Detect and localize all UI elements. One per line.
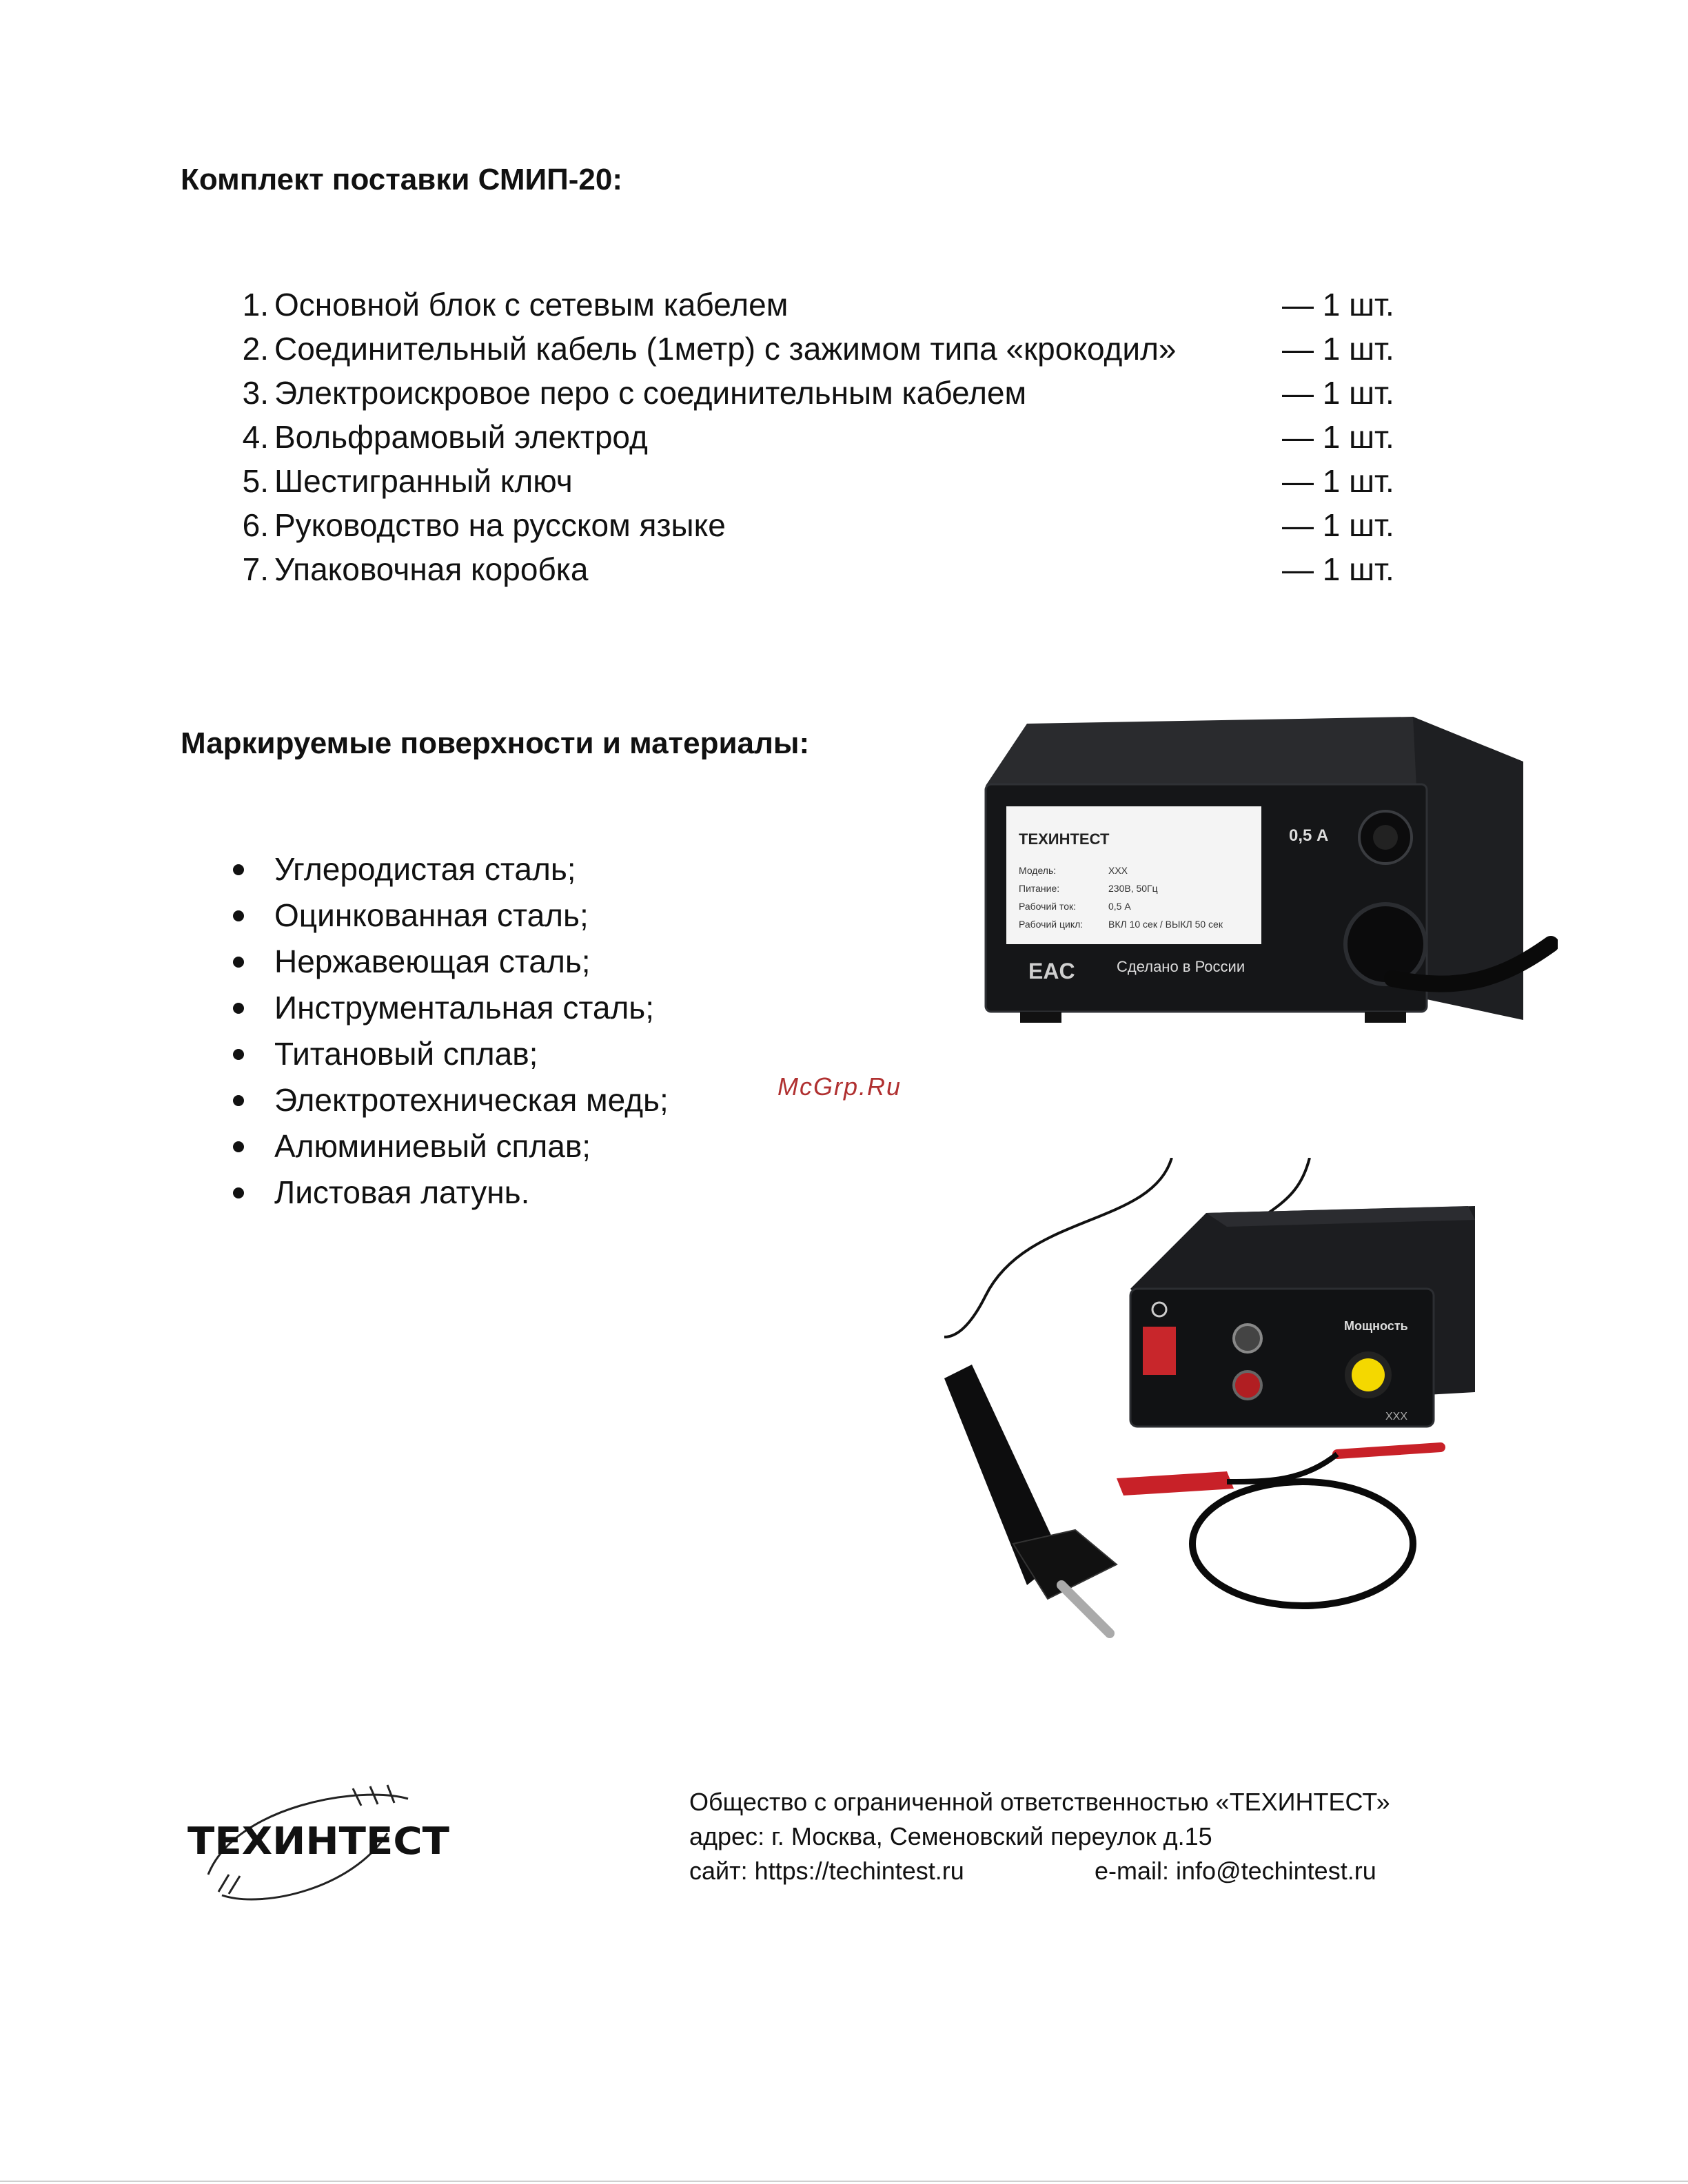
material-text: Электротехническая медь; bbox=[274, 1082, 669, 1118]
device-front-photo bbox=[979, 703, 1558, 1048]
bullet-icon bbox=[233, 957, 244, 968]
red-socket-icon bbox=[1234, 1371, 1261, 1399]
watermark: McGrp.Ru bbox=[777, 1072, 902, 1101]
power-knob-icon bbox=[1352, 1358, 1385, 1391]
spec-value: XXX bbox=[1108, 865, 1128, 876]
material-text: Алюминиевый сплав; bbox=[274, 1128, 591, 1164]
kit-list bbox=[227, 283, 1413, 591]
item-quantity: — 1 шт. bbox=[1282, 375, 1394, 411]
material-text: Листовая латунь. bbox=[274, 1174, 530, 1210]
item-text: Соединительный кабель (1метр) с зажимом типа «крокодил» bbox=[274, 331, 1177, 367]
black-socket-icon bbox=[1234, 1325, 1261, 1352]
bullet-icon bbox=[233, 910, 244, 921]
crocodile-clip-icon bbox=[1117, 1471, 1234, 1496]
kit-model-label: XXX bbox=[1385, 1411, 1408, 1422]
item-number: 1. bbox=[242, 287, 269, 323]
item-text: Шестигранный ключ bbox=[274, 463, 573, 499]
company-site[interactable]: сайт: https://techintest.ru bbox=[689, 1857, 964, 1885]
spec-value: ВКЛ 10 сек / ВЫКЛ 50 сек bbox=[1108, 919, 1223, 930]
company-name: Общество с ограниченной ответственностью «ТЕХИНТЕСТ» bbox=[689, 1788, 1390, 1816]
item-quantity: — 1 шт. bbox=[1282, 463, 1394, 499]
list-item bbox=[227, 371, 1413, 415]
materials-title: Маркируемые поверхности и материалы: bbox=[181, 726, 810, 760]
device-brand: ТЕХИНТЕСТ bbox=[1019, 830, 1110, 848]
material-text: Нержавеющая сталь; bbox=[274, 943, 591, 979]
item-quantity: — 1 шт. bbox=[1282, 551, 1394, 587]
bullet-icon bbox=[233, 1141, 244, 1152]
item-number: 3. bbox=[242, 375, 269, 411]
item-quantity: — 1 шт. bbox=[1282, 331, 1394, 367]
list-item bbox=[227, 327, 1413, 371]
spec-label: Рабочий ток: bbox=[1019, 901, 1077, 912]
material-text: Оцинкованная сталь; bbox=[274, 897, 589, 933]
list-item bbox=[227, 503, 1413, 547]
item-quantity: — 1 шт. bbox=[1282, 507, 1394, 543]
electrode-tip-icon bbox=[1061, 1585, 1110, 1633]
item-text: Электроискровое перо с соединительным кабелем bbox=[274, 375, 1027, 411]
power-switch-icon bbox=[1143, 1327, 1176, 1375]
item-number: 5. bbox=[242, 463, 269, 499]
company-contacts bbox=[689, 1854, 1390, 1888]
fuse-label: 0,5 А bbox=[1289, 826, 1329, 845]
logo-text: ТЕХИНТЕСТ bbox=[187, 1819, 450, 1863]
list-item bbox=[227, 415, 1413, 459]
material-text: Инструментальная сталь; bbox=[274, 990, 655, 1025]
made-in-label: Сделано в России bbox=[1117, 958, 1245, 975]
item-number: 4. bbox=[242, 419, 269, 455]
item-number: 7. bbox=[242, 551, 269, 587]
item-quantity: — 1 шт. bbox=[1282, 419, 1394, 455]
company-email[interactable]: e-mail: info@techintest.ru bbox=[1095, 1857, 1376, 1885]
fuse-cap-icon bbox=[1373, 825, 1398, 850]
company-info bbox=[689, 1785, 1390, 1888]
item-text: Упаковочная коробка bbox=[274, 551, 589, 587]
kit-photo bbox=[944, 1158, 1523, 1668]
list-item bbox=[227, 547, 1413, 591]
bullet-icon bbox=[233, 1095, 244, 1106]
material-text: Углеродистая сталь; bbox=[274, 851, 576, 887]
item-number: 6. bbox=[242, 507, 269, 543]
cable-coil-icon bbox=[1192, 1482, 1413, 1606]
item-quantity: — 1 шт. bbox=[1282, 287, 1394, 323]
power-knob-label: Мощность bbox=[1344, 1319, 1408, 1333]
bullet-icon bbox=[233, 864, 244, 875]
eac-mark: EAC bbox=[1028, 959, 1075, 983]
spec-value: 230В, 50Гц bbox=[1108, 883, 1158, 894]
material-text: Титановый сплав; bbox=[274, 1036, 538, 1072]
list-item bbox=[227, 459, 1413, 503]
item-text: Вольфрамовый электрод bbox=[274, 419, 648, 455]
company-logo bbox=[181, 1778, 456, 1916]
bullet-icon bbox=[233, 1049, 244, 1060]
banana-plug-icon bbox=[1337, 1447, 1441, 1454]
spec-label: Питание: bbox=[1019, 883, 1060, 894]
item-number: 2. bbox=[242, 331, 269, 367]
list-item bbox=[227, 283, 1413, 327]
kit-title: Комплект поставки СМИП-20: bbox=[181, 163, 622, 196]
company-address: адрес: г. Москва, Семеновский переулок д.15 bbox=[689, 1822, 1212, 1850]
spec-label: Модель: bbox=[1019, 865, 1057, 876]
page-bottom-rule bbox=[0, 2181, 1688, 2182]
cable-gland-icon bbox=[1345, 904, 1425, 984]
spec-value: 0,5 А bbox=[1108, 901, 1131, 912]
bullet-icon bbox=[233, 1187, 244, 1198]
spec-label: Рабочий цикл: bbox=[1019, 919, 1084, 930]
item-text: Основной блок с сетевым кабелем bbox=[274, 287, 789, 323]
item-text: Руководство на русском языке bbox=[274, 507, 726, 543]
bullet-icon bbox=[233, 1003, 244, 1014]
